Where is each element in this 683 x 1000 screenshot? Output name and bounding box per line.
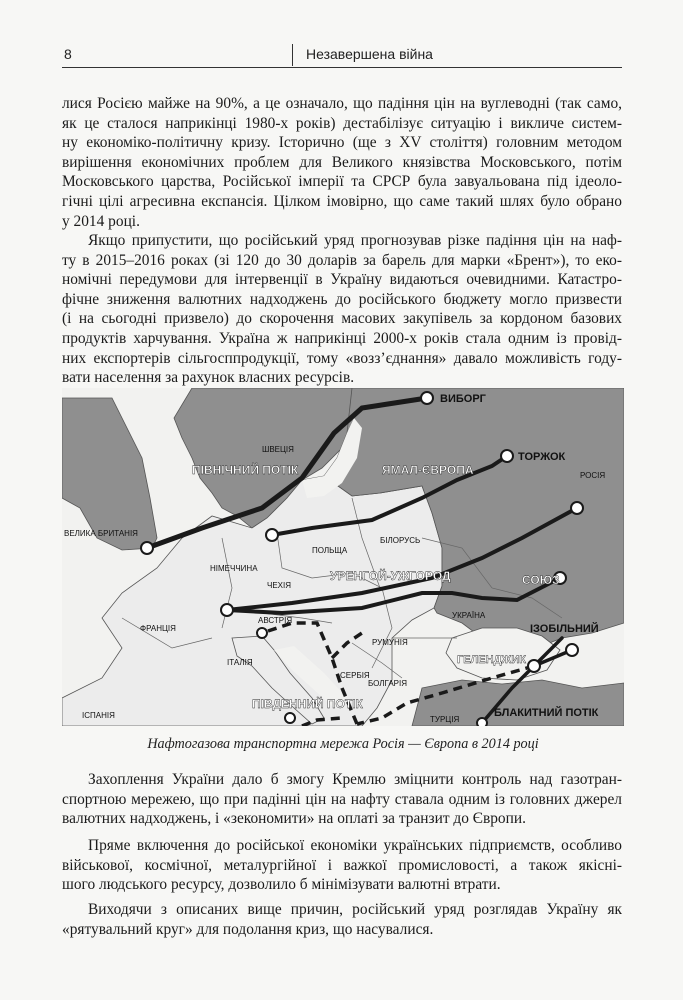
text-line: у 2014 році. xyxy=(62,212,140,230)
label-soyuz: СОЮЗ xyxy=(522,573,560,587)
label-south-stream: ПІВДЕННИЙ ПОТІК xyxy=(252,697,363,711)
map-svg xyxy=(62,388,624,726)
text-line: як це сталося наприкінці 1980-х років) дестабілізує ситуацію і викличе систем- xyxy=(62,114,622,132)
node-gelendzhik xyxy=(528,660,540,672)
node-italy-north xyxy=(257,628,267,638)
text-line: Московського царства, Російської імперії та СРСР була завуальована під ідеоло- xyxy=(62,173,622,191)
label-torzhok: ТОРЖОК xyxy=(518,451,566,463)
paragraph-4 xyxy=(62,836,622,895)
node-russia-east xyxy=(571,502,583,514)
text-line: фічне зниження валютних надходжень до російського бюджету могло призвести xyxy=(62,290,622,308)
map-caption: Нафтогазова транспортна мережа Росія — Європа в 2014 році xyxy=(147,736,539,752)
node-italy-south xyxy=(285,713,295,723)
text-line: лися Росією майже на 90%, а це означало, що падіння цін на вуглеводні (так само, xyxy=(62,95,622,112)
text-line: номічні передумови для інтервенції в Україну видаються очевидними. Катастро- xyxy=(62,271,622,289)
node-vyborg xyxy=(421,392,433,404)
label-russia: РОСІЯ xyxy=(580,471,606,480)
label-spain: ІСПАНІЯ xyxy=(82,711,115,720)
paragraph-1 xyxy=(62,94,622,231)
label-france: ФРАНЦІЯ xyxy=(140,624,176,633)
running-title: Незавершена війна xyxy=(306,46,433,62)
node-germany xyxy=(266,529,278,541)
label-vyborg: ВИБОРГ xyxy=(440,393,486,405)
label-nord-stream: ПІВНІЧНИЙ ПОТІК xyxy=(192,463,299,477)
text-line: «рятувальний круг» для подолання криз, що насувалися. xyxy=(62,920,434,938)
label-germany: НІМЕЧЧИНА xyxy=(210,564,258,573)
text-line: Захоплення України дало б змогу Кремлю зміцнити контроль над газотран- xyxy=(88,771,622,788)
label-urengoy: УРЕНГОЙ-УЖГОРОД xyxy=(330,569,451,583)
label-belarus: БІЛОРУСЬ xyxy=(380,536,421,545)
node-britain xyxy=(141,542,153,554)
label-italy: ІТАЛІЯ xyxy=(227,658,253,667)
node-austria xyxy=(221,604,233,616)
pipeline-map xyxy=(62,388,624,726)
label-czechia: ЧЕХІЯ xyxy=(267,581,292,590)
text-line: Пряме включення до російської економіки українських підприємств, особливо xyxy=(88,837,622,854)
text-line: військової, космічної, металургійної і важкої промисловості, а також якісні- xyxy=(62,856,622,874)
text-line: продуктів харчування. Україна ж наприкінці 2000-х років стала одним із провід- xyxy=(62,329,622,347)
text-line: (і на сьогодні призвело) до скорочення масових закупівель за кордоном базових xyxy=(62,310,622,328)
text-line: гічні цілі агресивна експансія. Цілком імовірно, що саме такий шлях було обрано xyxy=(62,192,622,210)
label-blue-stream: БЛАКИТНИЙ ПОТІК xyxy=(494,707,599,719)
node-torzhok xyxy=(501,450,513,462)
label-romania: РУМУНІЯ xyxy=(372,638,408,647)
label-great-britain: ВЕЛИКА БРИТАНІЯ xyxy=(64,529,138,538)
text-line: Виходячи з описаних вище причин, російський уряд розглядав Україну як xyxy=(88,901,622,918)
header-rule xyxy=(62,67,622,68)
label-poland: ПОЛЬЩА xyxy=(312,546,348,555)
node-izobilny xyxy=(566,644,578,656)
text-line: Якщо припустити, що російський уряд прогнозував різке падіння цін на наф- xyxy=(88,232,622,249)
header-divider xyxy=(292,44,293,66)
label-sweden: ШВЕЦІЯ xyxy=(262,445,294,454)
running-header xyxy=(62,44,622,68)
label-ukraine: УКРАЇНА xyxy=(452,611,486,620)
text-line: валютних надходжень, і «зекономити» на оплаті за транзит до Європи. xyxy=(62,810,526,828)
text-line: вати населення за рахунок власних ресурсів. xyxy=(62,369,355,387)
text-line: них експортерів сільгосппродукції, тому «возз’єднання» давало можливість году- xyxy=(62,349,622,367)
label-izobilny: ІЗОБІЛЬНИЙ xyxy=(530,623,599,635)
label-gelendzhik: ГЕЛЕНДЖИК xyxy=(457,654,526,666)
paragraph-5 xyxy=(62,900,622,939)
label-turkey: ТУРЦІЯ xyxy=(430,715,460,724)
paragraph-3 xyxy=(62,770,622,829)
text-line: спортною мережею, що при падінні цін на нафту ставала одним із головних джерел xyxy=(62,790,622,808)
text-line: вирішення економічних проблем для Великого князівства Московського, потім xyxy=(62,153,622,171)
label-bulgaria: БОЛГАРІЯ xyxy=(368,679,408,688)
paragraph-2 xyxy=(62,231,622,388)
label-austria: АВСТРІЯ xyxy=(258,616,293,625)
page-number: 8 xyxy=(64,46,72,62)
text-line: шого людського ресурсу, дозволило б мінімізувати валютні втрати. xyxy=(62,876,501,894)
text-line: ту в 2015–2016 роках (зі 120 до 30 доларів за барель для марки «Брент»), то еко- xyxy=(62,251,622,269)
label-yamal-europe: ЯМАЛ-ЄВРОПА xyxy=(382,463,474,477)
text-line: ну економіко-політичну кризу. Історично (ще з XV століття) головним методом xyxy=(62,134,622,152)
node-turkey xyxy=(477,718,487,726)
label-serbia: СЕРБІЯ xyxy=(340,671,370,680)
